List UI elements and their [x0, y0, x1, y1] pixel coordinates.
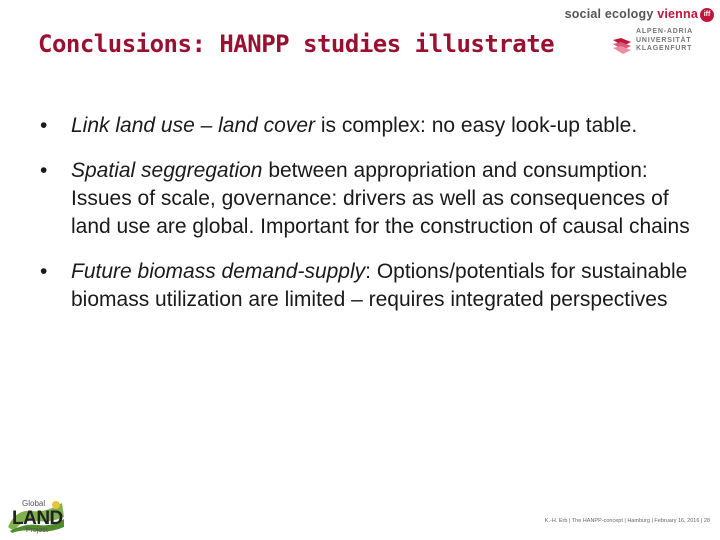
university-line-1: ALPEN-ADRIA	[636, 28, 694, 35]
iff-mark-icon: iff	[700, 8, 714, 22]
bullet-emphasis: Spatial seggregation	[71, 159, 263, 182]
footer-text: K.-H. Erb | The HANPP-concept | Hamburg | February 16, 2016 | 28	[544, 518, 710, 524]
university-name	[636, 28, 716, 54]
bullet-item	[40, 258, 690, 314]
land-logo-big: LAND	[12, 508, 63, 529]
land-logo-project: Project	[26, 527, 48, 534]
bullet-text: : Options/potentials for sustainable biomass utilization are limited – requires integrated perspectives	[71, 260, 688, 311]
bullet-list	[40, 112, 690, 331]
bullet-item	[40, 157, 690, 241]
bullet-text: is complex: no easy look-up table.	[315, 114, 638, 137]
bullet-marker: •	[40, 260, 48, 283]
land-logo-small: Global	[22, 499, 46, 508]
bullet-marker: •	[40, 114, 48, 137]
bullet-text: between appropriation and consumption: Issues of scale, governance: drivers as well as consequences of land use are global. Important for the construction of causal chains	[71, 159, 690, 238]
bullet-emphasis: Link land use – land cover	[71, 114, 315, 137]
bullet-item	[40, 112, 690, 140]
bullet-marker: •	[40, 159, 48, 182]
brand-prefix: social ecology	[564, 7, 658, 21]
brand-accent: vienna	[657, 7, 698, 21]
bullet-emphasis: Future biomass demand-supply	[71, 260, 366, 283]
university-line-2: UNIVERSITÄT	[636, 36, 692, 44]
slide-title: Conclusions: HANPP studies illustrate	[38, 30, 555, 58]
university-line-3: KLAGENFURT	[636, 45, 693, 52]
university-emblem-icon	[611, 36, 633, 58]
